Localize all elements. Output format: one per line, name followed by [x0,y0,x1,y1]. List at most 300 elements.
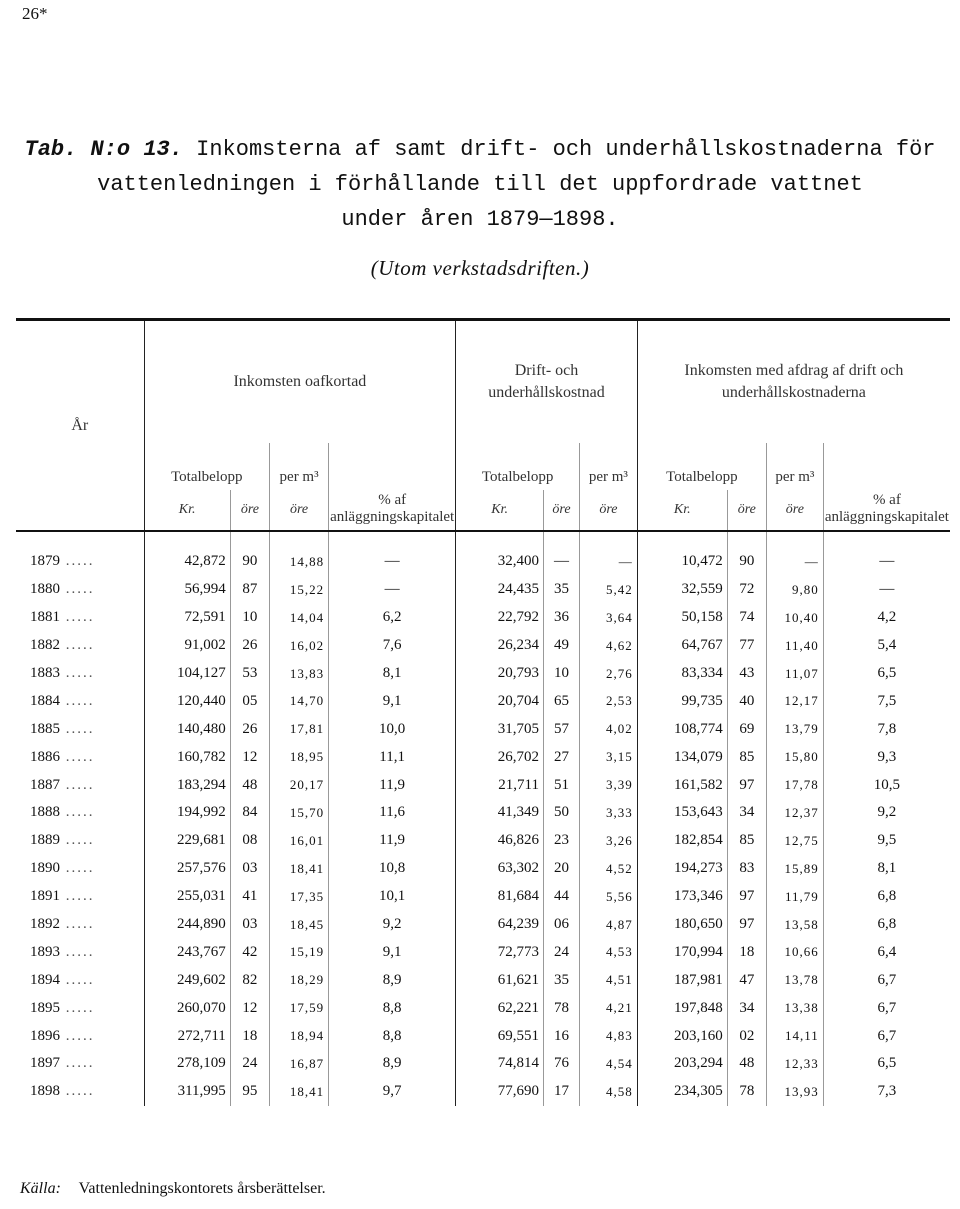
table-row [16,771,950,799]
cell-g2-per: 3,26 [580,827,638,855]
cell-g3-pct: 7,8 [823,715,950,743]
cell-g3-kr: 203,294 [637,1050,727,1078]
cell-g3-kr: 32,559 [637,576,727,604]
cell-g3-ore: 97 [727,883,766,911]
cell-g1-per: 18,94 [270,1022,329,1050]
g3-pct-header: % af anläggningskapitalet [823,443,950,531]
cell-g2-kr: 26,234 [456,632,544,660]
year [16,743,144,771]
cell-g1-per: 20,17 [270,771,329,799]
cell-g3-per: 12,17 [766,687,823,715]
table-row [16,799,950,827]
cell-g2-per: 2,76 [580,660,638,688]
cell-g3-kr: 10,472 [637,531,727,576]
cell-g3-ore: 90 [727,531,766,576]
year [16,660,144,688]
leader-dots: ..... [60,860,95,877]
year [16,994,144,1022]
cell-g3-kr: 83,334 [637,660,727,688]
cell-g3-per: 12,37 [766,799,823,827]
cell-g2-kr: 46,826 [456,827,544,855]
year-value: 1895 [30,999,60,1016]
leader-dots: ..... [60,720,95,737]
year [16,632,144,660]
header-unit-row [16,490,950,531]
cell-g1-kr: 160,782 [144,743,230,771]
cell-g1-kr: 120,440 [144,687,230,715]
table-row [16,531,950,576]
group3-header: Inkomsten med afdrag af drift och underhållskostnaderna [637,320,950,444]
cell-g2-ore: — [543,531,579,576]
cell-g2-per: 4,87 [580,911,638,939]
cell-g2-kr: 22,792 [456,604,544,632]
cell-g1-kr: 56,994 [144,576,230,604]
cell-g1-per: 17,81 [270,715,329,743]
cell-g1-ore: 12 [230,743,269,771]
cell-g1-kr: 244,890 [144,911,230,939]
cell-g1-pct: 11,9 [329,827,456,855]
cell-g2-kr: 61,621 [456,966,544,994]
cell-g2-kr: 20,704 [456,687,544,715]
cell-g1-ore: 05 [230,687,269,715]
cell-g2-per: 4,02 [580,715,638,743]
year-value: 1887 [30,776,60,793]
cell-g1-pct: 7,6 [329,632,456,660]
cell-g3-kr: 194,273 [637,855,727,883]
cell-g1-pct: 6,2 [329,604,456,632]
title-text-1: Inkomsterna af samt drift- och underhållskostnaderna för [196,137,936,162]
cell-g1-ore: 41 [230,883,269,911]
year [16,966,144,994]
year [16,576,144,604]
leader-dots: ..... [60,832,95,849]
cell-g3-pct: 6,5 [823,660,950,688]
cell-g3-kr: 234,305 [637,1078,727,1106]
cell-g3-ore: 77 [727,632,766,660]
table-row [16,576,950,604]
cell-g3-per: 10,66 [766,938,823,966]
g1-kr-unit: Kr. [144,490,230,531]
title-line-1 [0,132,960,167]
cell-g3-per: 11,07 [766,660,823,688]
cell-g3-pct: 6,7 [823,994,950,1022]
cell-g3-pct: 9,2 [823,799,950,827]
year [16,911,144,939]
year [16,883,144,911]
year [16,604,144,632]
cell-g1-pct: — [329,576,456,604]
table-row [16,883,950,911]
table-row [16,1078,950,1106]
year-value: 1886 [30,748,60,765]
cell-g2-per: 4,52 [580,855,638,883]
cell-g3-ore: 40 [727,687,766,715]
table-row [16,938,950,966]
cell-g3-kr: 108,774 [637,715,727,743]
cell-g1-per: 14,70 [270,687,329,715]
source-label: Källa: [20,1180,61,1197]
year-value: 1892 [30,916,60,933]
cell-g2-per: 5,56 [580,883,638,911]
cell-g3-per: 11,79 [766,883,823,911]
cell-g2-kr: 20,793 [456,660,544,688]
cell-g2-ore: 49 [543,632,579,660]
cell-g1-per: 14,04 [270,604,329,632]
header-group-row [16,320,950,444]
leader-dots: ..... [60,553,95,570]
year [16,771,144,799]
cell-g1-pct: 11,1 [329,743,456,771]
leader-dots: ..... [60,888,95,905]
cell-g3-ore: 97 [727,771,766,799]
cell-g3-ore: 34 [727,799,766,827]
cell-g1-pct: 10,8 [329,855,456,883]
year-header: År [71,416,89,434]
cell-g1-kr: 183,294 [144,771,230,799]
cell-g2-kr: 74,814 [456,1050,544,1078]
cell-g3-pct: 4,2 [823,604,950,632]
table-body [16,531,950,1106]
cell-g1-ore: 26 [230,632,269,660]
cell-g3-ore: 83 [727,855,766,883]
source-text: Vattenledningskontorets årsberättelser. [78,1180,326,1197]
cell-g2-kr: 24,435 [456,576,544,604]
cell-g3-kr: 153,643 [637,799,727,827]
page-number: 26* [22,4,48,23]
cell-g2-ore: 65 [543,687,579,715]
table-row [16,715,950,743]
year-value: 1885 [30,720,60,737]
cell-g1-kr: 194,992 [144,799,230,827]
cell-g2-kr: 63,302 [456,855,544,883]
cell-g3-kr: 180,650 [637,911,727,939]
cell-g2-ore: 50 [543,799,579,827]
cell-g3-ore: 74 [727,604,766,632]
cell-g2-per: 2,53 [580,687,638,715]
cell-g2-per: 4,51 [580,966,638,994]
cell-g3-ore: 48 [727,1050,766,1078]
g3-total-header: Totalbelopp [637,443,766,490]
year [16,799,144,827]
cell-g3-pct: 7,3 [823,1078,950,1106]
title-line-3: under åren 1879—1898. [341,207,619,232]
table-row [16,966,950,994]
cell-g3-kr: 134,079 [637,743,727,771]
year [16,1078,144,1106]
table-row [16,855,950,883]
cell-g1-pct: 8,9 [329,966,456,994]
cell-g3-pct: 7,5 [823,687,950,715]
cell-g3-per: — [766,531,823,576]
cell-g1-pct: 9,2 [329,911,456,939]
cell-g1-pct: 11,6 [329,799,456,827]
cell-g3-per: 14,11 [766,1022,823,1050]
leader-dots: ..... [60,943,95,960]
cell-g3-pct: — [823,531,950,576]
cell-g3-ore: 47 [727,966,766,994]
leader-dots: ..... [60,1027,95,1044]
cell-g3-pct: 9,3 [823,743,950,771]
cell-g1-kr: 257,576 [144,855,230,883]
cell-g2-per: 4,62 [580,632,638,660]
cell-g3-per: 12,75 [766,827,823,855]
cell-g3-per: 9,80 [766,576,823,604]
cell-g1-ore: 24 [230,1050,269,1078]
table-row [16,1022,950,1050]
table-row [16,687,950,715]
cell-g2-ore: 78 [543,994,579,1022]
leader-dots: ..... [60,1055,95,1072]
cell-g2-per: 4,53 [580,938,638,966]
cell-g1-pct: 9,7 [329,1078,456,1106]
cell-g1-kr: 42,872 [144,531,230,576]
cell-g1-per: 18,29 [270,966,329,994]
year [16,855,144,883]
cell-g3-per: 11,40 [766,632,823,660]
cell-g1-kr: 140,480 [144,715,230,743]
cell-g1-pct: 10,0 [329,715,456,743]
cell-g3-pct: 6,7 [823,1022,950,1050]
cell-g3-pct: 6,7 [823,966,950,994]
cell-g1-per: 18,95 [270,743,329,771]
cell-g3-pct: 8,1 [823,855,950,883]
year-value: 1898 [30,1083,60,1100]
g1-total-header: Totalbelopp [144,443,270,490]
leader-dots: ..... [60,665,95,681]
year-value: 1896 [30,1027,60,1044]
cell-g2-ore: 17 [543,1078,579,1106]
cell-g3-pct: 9,5 [823,827,950,855]
cell-g1-ore: 18 [230,1022,269,1050]
cell-g2-kr: 69,551 [456,1022,544,1050]
g1-per-unit: öre [270,490,329,531]
year-value: 1894 [30,971,60,988]
cell-g1-ore: 90 [230,531,269,576]
cell-g2-ore: 16 [543,1022,579,1050]
cell-g1-ore: 26 [230,715,269,743]
cell-g1-per: 16,01 [270,827,329,855]
year-value: 1890 [30,860,60,877]
cell-g1-kr: 91,002 [144,632,230,660]
cell-g1-kr: 255,031 [144,883,230,911]
table-row [16,632,950,660]
cell-g2-kr: 72,773 [456,938,544,966]
cell-g2-ore: 76 [543,1050,579,1078]
cell-g3-ore: 97 [727,911,766,939]
cell-g2-kr: 32,400 [456,531,544,576]
leader-dots: ..... [60,748,95,765]
g1-ore-unit: öre [230,490,269,531]
g1-per-header: per m³ [270,443,329,490]
cell-g1-pct: 9,1 [329,687,456,715]
cell-g3-ore: 02 [727,1022,766,1050]
cell-g2-kr: 31,705 [456,715,544,743]
g3-per-header: per m³ [766,443,823,490]
year [16,1022,144,1050]
year-value: 1883 [30,665,60,681]
table-title [0,132,960,237]
g2-per-unit: öre [580,490,638,531]
year [16,938,144,966]
cell-g1-ore: 53 [230,660,269,688]
cell-g1-per: 14,88 [270,531,329,576]
cell-g3-kr: 64,767 [637,632,727,660]
cell-g1-per: 17,59 [270,994,329,1022]
cell-g1-pct: 8,8 [329,994,456,1022]
table-row [16,1050,950,1078]
year-value: 1882 [30,637,60,654]
year-value: 1888 [30,804,60,821]
leader-dots: ..... [60,1083,95,1100]
cell-g3-per: 15,89 [766,855,823,883]
cell-g2-ore: 57 [543,715,579,743]
cell-g2-kr: 62,221 [456,994,544,1022]
year [16,531,144,576]
leader-dots: ..... [60,776,95,793]
cell-g3-ore: 34 [727,994,766,1022]
group2-header: Drift- och underhållskostnad [456,320,638,444]
cell-g2-ore: 20 [543,855,579,883]
cell-g2-ore: 35 [543,966,579,994]
cell-g1-kr: 229,681 [144,827,230,855]
cell-g3-kr: 50,158 [637,604,727,632]
g1-pct-header: % af anläggningskapitalet [329,443,456,531]
cell-g2-per: 3,64 [580,604,638,632]
cell-g2-kr: 21,711 [456,771,544,799]
table-row [16,994,950,1022]
year [16,715,144,743]
cell-g1-kr: 272,711 [144,1022,230,1050]
leader-dots: ..... [60,692,95,709]
cell-g1-ore: 84 [230,799,269,827]
cell-g2-per: — [580,531,638,576]
cell-g2-per: 3,39 [580,771,638,799]
cell-g3-per: 17,78 [766,771,823,799]
table-subtitle: (Utom verkstadsdriften.) [370,256,590,280]
table-number: Tab. N:o 13. [24,137,183,162]
leader-dots: ..... [60,971,95,988]
year-value: 1880 [30,581,60,598]
cell-g3-pct: 5,4 [823,632,950,660]
cell-g1-ore: 42 [230,938,269,966]
cell-g3-kr: 173,346 [637,883,727,911]
g2-kr-unit: Kr. [456,490,544,531]
cell-g3-pct: 6,8 [823,911,950,939]
cell-g2-per: 3,15 [580,743,638,771]
cell-g3-ore: 85 [727,743,766,771]
cell-g3-per: 13,93 [766,1078,823,1106]
leader-dots: ..... [60,804,95,821]
cell-g1-pct: 10,1 [329,883,456,911]
cell-g1-pct: 8,1 [329,660,456,688]
group1-header: Inkomsten oafkortad [144,320,456,444]
cell-g1-ore: 08 [230,827,269,855]
cell-g3-kr: 170,994 [637,938,727,966]
data-table [16,318,950,1106]
cell-g2-ore: 44 [543,883,579,911]
cell-g1-ore: 95 [230,1078,269,1106]
cell-g3-kr: 99,735 [637,687,727,715]
cell-g1-pct: 9,1 [329,938,456,966]
cell-g3-ore: 78 [727,1078,766,1106]
cell-g3-ore: 85 [727,827,766,855]
cell-g1-pct: 8,9 [329,1050,456,1078]
year-value: 1879 [30,553,60,570]
cell-g1-pct: — [329,531,456,576]
cell-g3-kr: 187,981 [637,966,727,994]
cell-g1-kr: 260,070 [144,994,230,1022]
cell-g3-kr: 161,582 [637,771,727,799]
cell-g3-per: 10,40 [766,604,823,632]
cell-g2-ore: 27 [543,743,579,771]
cell-g1-kr: 278,109 [144,1050,230,1078]
cell-g2-per: 5,42 [580,576,638,604]
cell-g3-per: 13,58 [766,911,823,939]
year-value: 1891 [30,888,60,905]
cell-g3-pct: 6,8 [823,883,950,911]
year [16,1050,144,1078]
cell-g2-ore: 35 [543,576,579,604]
cell-g1-per: 16,87 [270,1050,329,1078]
year-value: 1889 [30,832,60,849]
source-note [20,1180,326,1198]
cell-g3-pct: 6,4 [823,938,950,966]
cell-g2-ore: 10 [543,660,579,688]
cell-g1-ore: 82 [230,966,269,994]
cell-g3-pct: 10,5 [823,771,950,799]
cell-g2-per: 4,54 [580,1050,638,1078]
leader-dots: ..... [60,609,95,626]
cell-g2-per: 4,21 [580,994,638,1022]
g3-per-unit: öre [766,490,823,531]
cell-g2-ore: 24 [543,938,579,966]
cell-g1-per: 13,83 [270,660,329,688]
leader-dots: ..... [60,581,95,598]
cell-g3-per: 13,38 [766,994,823,1022]
year-value: 1897 [30,1055,60,1072]
cell-g3-ore: 72 [727,576,766,604]
cell-g3-per: 13,78 [766,966,823,994]
cell-g2-per: 4,83 [580,1022,638,1050]
table-row [16,911,950,939]
cell-g3-ore: 43 [727,660,766,688]
year-value: 1884 [30,692,60,709]
cell-g2-kr: 41,349 [456,799,544,827]
cell-g2-ore: 36 [543,604,579,632]
year-value: 1893 [30,943,60,960]
cell-g1-per: 16,02 [270,632,329,660]
cell-g2-kr: 81,684 [456,883,544,911]
cell-g1-ore: 03 [230,911,269,939]
cell-g2-ore: 06 [543,911,579,939]
cell-g3-kr: 182,854 [637,827,727,855]
cell-g1-pct: 11,9 [329,771,456,799]
g3-kr-unit: Kr. [637,490,727,531]
leader-dots: ..... [60,999,95,1016]
cell-g3-per: 12,33 [766,1050,823,1078]
cell-g1-per: 18,45 [270,911,329,939]
cell-g2-kr: 64,239 [456,911,544,939]
table-row [16,604,950,632]
title-line-2: vattenledningen i förhållande till det uppfordrade vattnet [97,172,863,197]
g2-total-header: Totalbelopp [456,443,580,490]
cell-g1-ore: 48 [230,771,269,799]
cell-g2-kr: 26,702 [456,743,544,771]
leader-dots: ..... [60,637,95,654]
cell-g3-pct: — [823,576,950,604]
cell-g1-kr: 72,591 [144,604,230,632]
cell-g3-ore: 69 [727,715,766,743]
